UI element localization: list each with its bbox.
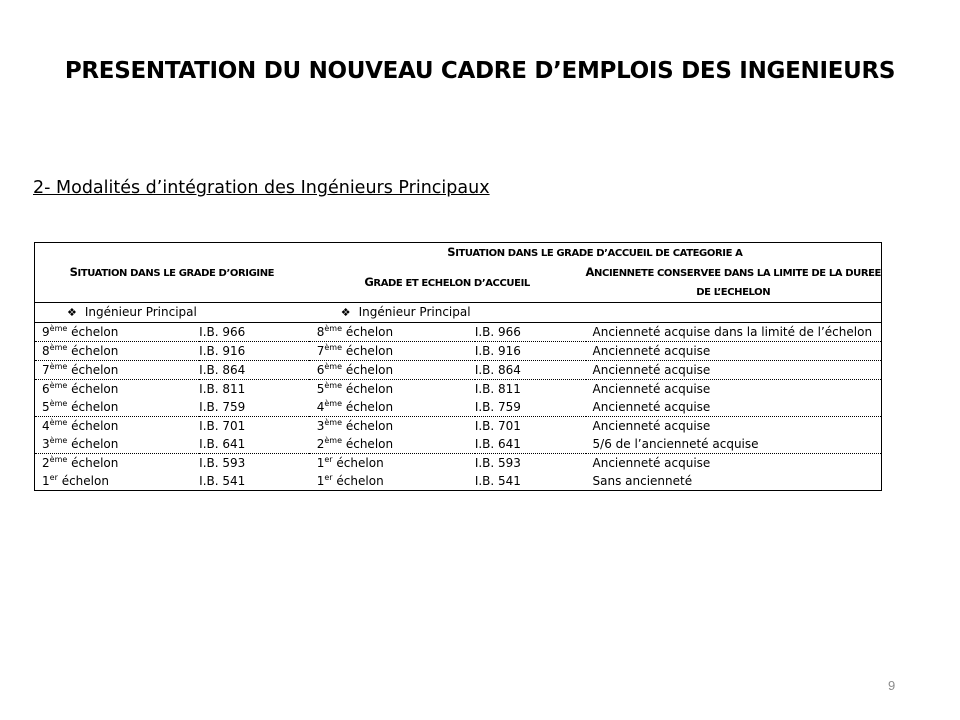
target-ib: I.B. 641 bbox=[475, 435, 586, 454]
origin-echelon: 8ème échelon bbox=[35, 342, 200, 361]
grade-group-row bbox=[35, 303, 882, 323]
target-ib: I.B. 593 bbox=[474, 456, 521, 470]
origin-ib: I.B. 864 bbox=[199, 361, 309, 380]
origin-ib: I.B. 916 bbox=[199, 342, 309, 361]
seniority-cell: Ancienneté acquise bbox=[592, 456, 711, 470]
origin-grade-header: SITUATION DANS LE GRADE D’ORIGINE bbox=[35, 243, 309, 303]
table-row bbox=[35, 361, 882, 380]
target-group-cell bbox=[309, 303, 586, 323]
seniority-cell: Sans ancienneté bbox=[592, 474, 693, 488]
seniority-header: ANCIENNETE CONSERVEE DANS LA LIMITE DE LA DUREE DE L’ECHELON bbox=[586, 263, 882, 303]
target-echelon: 1er échelon bbox=[316, 455, 384, 470]
origin-group-label: Ingénieur Principal bbox=[84, 305, 197, 319]
seniority-cell: Ancienneté acquise bbox=[586, 342, 882, 361]
target-ib: I.B. 864 bbox=[475, 361, 586, 380]
origin-echelon: 6ème échelon bbox=[42, 381, 119, 396]
grade-echelon-header: GRADE ET ECHELON D’ACCUEIL bbox=[309, 263, 586, 303]
seniority-cell: Ancienneté acquise bbox=[586, 361, 882, 380]
diamond-bullet-icon: ❖ bbox=[67, 306, 77, 319]
target-echelon: 2ème échelon bbox=[309, 435, 475, 454]
origin-echelon: 5ème échelon bbox=[35, 398, 200, 417]
target-ib: I.B. 701 bbox=[474, 419, 521, 433]
seniority-cell: Ancienneté acquise dans la limité de l’échelon bbox=[586, 323, 882, 342]
origin-ib: I.B. 701 bbox=[199, 419, 246, 433]
origin-ib: I.B. 811 bbox=[199, 382, 246, 396]
origin-group-cell bbox=[35, 303, 309, 323]
empty-cell bbox=[586, 303, 882, 323]
origin-echelon: 3ème échelon bbox=[35, 435, 200, 454]
target-echelon: 5ème échelon bbox=[316, 381, 394, 396]
diamond-bullet-icon: ❖ bbox=[340, 306, 351, 319]
origin-echelon: 4ème échelon bbox=[42, 418, 119, 433]
target-group-label: Ingénieur Principal bbox=[358, 305, 471, 319]
table-row bbox=[35, 472, 882, 491]
origin-echelon: 1er échelon bbox=[42, 473, 109, 488]
table-row bbox=[35, 380, 882, 399]
target-grade-header: SITUATION DANS LE GRADE D’ACCUEIL DE CATEGORIE A bbox=[447, 245, 743, 259]
seniority-cell: Ancienneté acquise bbox=[592, 419, 711, 433]
origin-ib: I.B. 541 bbox=[199, 474, 246, 488]
target-echelon: 6ème échelon bbox=[309, 361, 475, 380]
seniority-cell: Ancienneté acquise bbox=[592, 382, 711, 396]
target-ib: I.B. 916 bbox=[475, 342, 586, 361]
seniority-cell: 5/6 de l’ancienneté acquise bbox=[586, 435, 882, 454]
target-echelon: 7ème échelon bbox=[309, 342, 475, 361]
table-row bbox=[35, 454, 882, 473]
integration-table bbox=[34, 242, 882, 491]
target-ib: I.B. 759 bbox=[475, 398, 586, 417]
table-row bbox=[35, 417, 882, 436]
origin-echelon: 7ème échelon bbox=[35, 361, 200, 380]
target-ib: I.B. 966 bbox=[475, 323, 586, 342]
origin-ib: I.B. 966 bbox=[199, 323, 309, 342]
seniority-cell: Ancienneté acquise bbox=[586, 398, 882, 417]
origin-ib: I.B. 593 bbox=[199, 456, 246, 470]
origin-echelon: 9ème échelon bbox=[35, 323, 200, 342]
table-row bbox=[35, 323, 882, 342]
origin-ib: I.B. 759 bbox=[199, 398, 309, 417]
table-row bbox=[35, 435, 882, 454]
origin-echelon: 2ème échelon bbox=[42, 455, 119, 470]
target-echelon: 4ème échelon bbox=[309, 398, 475, 417]
table-row bbox=[35, 398, 882, 417]
page-title: PRESENTATION DU NOUVEAU CADRE D’EMPLOIS DES INGENIEURS bbox=[64, 58, 896, 84]
target-echelon: 8ème échelon bbox=[309, 323, 475, 342]
table-row bbox=[35, 342, 882, 361]
target-echelon: 3ème échelon bbox=[316, 418, 394, 433]
target-echelon: 1er échelon bbox=[316, 473, 384, 488]
target-ib: I.B. 811 bbox=[474, 382, 521, 396]
section-subtitle: 2- Modalités d’intégration des Ingénieurs Principaux bbox=[33, 178, 490, 198]
target-ib: I.B. 541 bbox=[474, 474, 521, 488]
page-number: 9 bbox=[888, 678, 896, 693]
origin-ib: I.B. 641 bbox=[199, 435, 309, 454]
table-header-row-1 bbox=[35, 243, 882, 264]
